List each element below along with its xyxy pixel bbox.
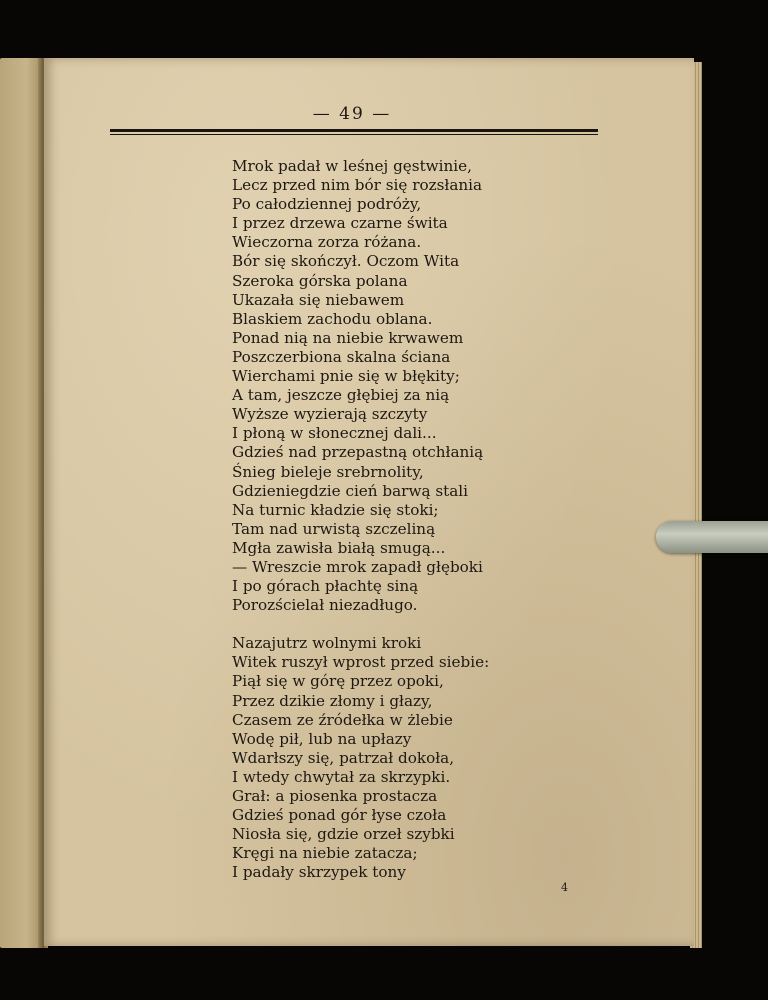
poem-line: Lecz przed nim bór się rozsłania xyxy=(232,176,483,195)
poem-line: Śnieg bieleje srebrnolity, xyxy=(232,462,424,481)
stanza-2 xyxy=(232,634,652,882)
poem-line: Nazajutrz wolnymi kroki xyxy=(232,634,422,653)
printer-signature-mark: 4 xyxy=(561,881,568,894)
poem-line: Mgła zawisła białą smugą... xyxy=(232,538,446,557)
poem-line: Witek ruszył wprost przed siebie: xyxy=(232,653,490,672)
poem-line: A tam, jeszcze głębiej za nią xyxy=(232,386,450,405)
poem-line: Kręgi na niebie zatacza; xyxy=(232,844,418,863)
poem-line: Blaskiem zachodu oblana. xyxy=(232,309,433,328)
header-rule-thick xyxy=(110,129,598,132)
poem-line: Szeroka górska polana xyxy=(232,271,408,290)
poem-line: Porozścielał niezadługo. xyxy=(232,596,418,615)
poem-text xyxy=(232,157,652,882)
poem-line: Na turnic kładzie się stoki; xyxy=(232,500,439,519)
poem-line: Gdzieniegdzie cień barwą stali xyxy=(232,481,468,500)
poem-line: Tam nad urwistą szczeliną xyxy=(232,519,436,538)
poem-line: Piął się w górę przez opoki, xyxy=(232,672,444,691)
poem-line: Wyższe wyzierają szczyty xyxy=(232,405,428,424)
poem-line: Ukazała się niebawem xyxy=(232,290,405,309)
poem-line: I po górach płachtę siną xyxy=(232,577,419,596)
poem-line: Grał: a piosenka prostacza xyxy=(232,787,438,805)
poem-line: I wtedy chwytał za skrzypki. xyxy=(232,767,451,786)
poem-line: — Wreszcie mrok zapadł głęboki xyxy=(232,557,483,576)
poem-line: Gdzieś ponad gór łyse czoła xyxy=(232,806,447,825)
poem-line: Wieczorna zorza różana. xyxy=(232,233,422,252)
poem-line: I padały skrzypek tony xyxy=(232,863,406,882)
poem-line: Ponad nią na niebie krwawem xyxy=(232,328,464,347)
poem-line: Gdzieś nad przepastną otchłanią xyxy=(232,443,484,462)
poem-line: Po całodziennej podróży, xyxy=(232,195,422,214)
poem-line: Wierchami pnie się w błękity; xyxy=(232,367,460,386)
header-rule-thin xyxy=(110,134,598,135)
poem-line: Mrok padał w leśnej gęstwinie, xyxy=(232,157,472,175)
stanza-1 xyxy=(232,157,652,615)
poem-line: Bór się skończył. Oczom Wita xyxy=(232,252,460,271)
poem-line: Wodę pił, lub na upłazy xyxy=(232,729,412,748)
poem-line: I przez drzewa czarne świta xyxy=(232,214,448,233)
poem-line: Wdarłszy się, patrzał dokoła, xyxy=(232,748,455,767)
bookmark-tab xyxy=(656,521,768,553)
poem-line: Przez dzikie złomy i głazy, xyxy=(232,691,433,710)
poem-line: Czasem ze źródełka w żlebie xyxy=(232,710,453,729)
page-number: — 49 — xyxy=(312,104,392,124)
poem-line: I płoną w słonecznej dali... xyxy=(232,424,437,443)
poem-line: Niosła się, gdzie orzeł szybki xyxy=(232,825,455,844)
poem-line: Poszczerbiona skalna ściana xyxy=(232,347,451,366)
